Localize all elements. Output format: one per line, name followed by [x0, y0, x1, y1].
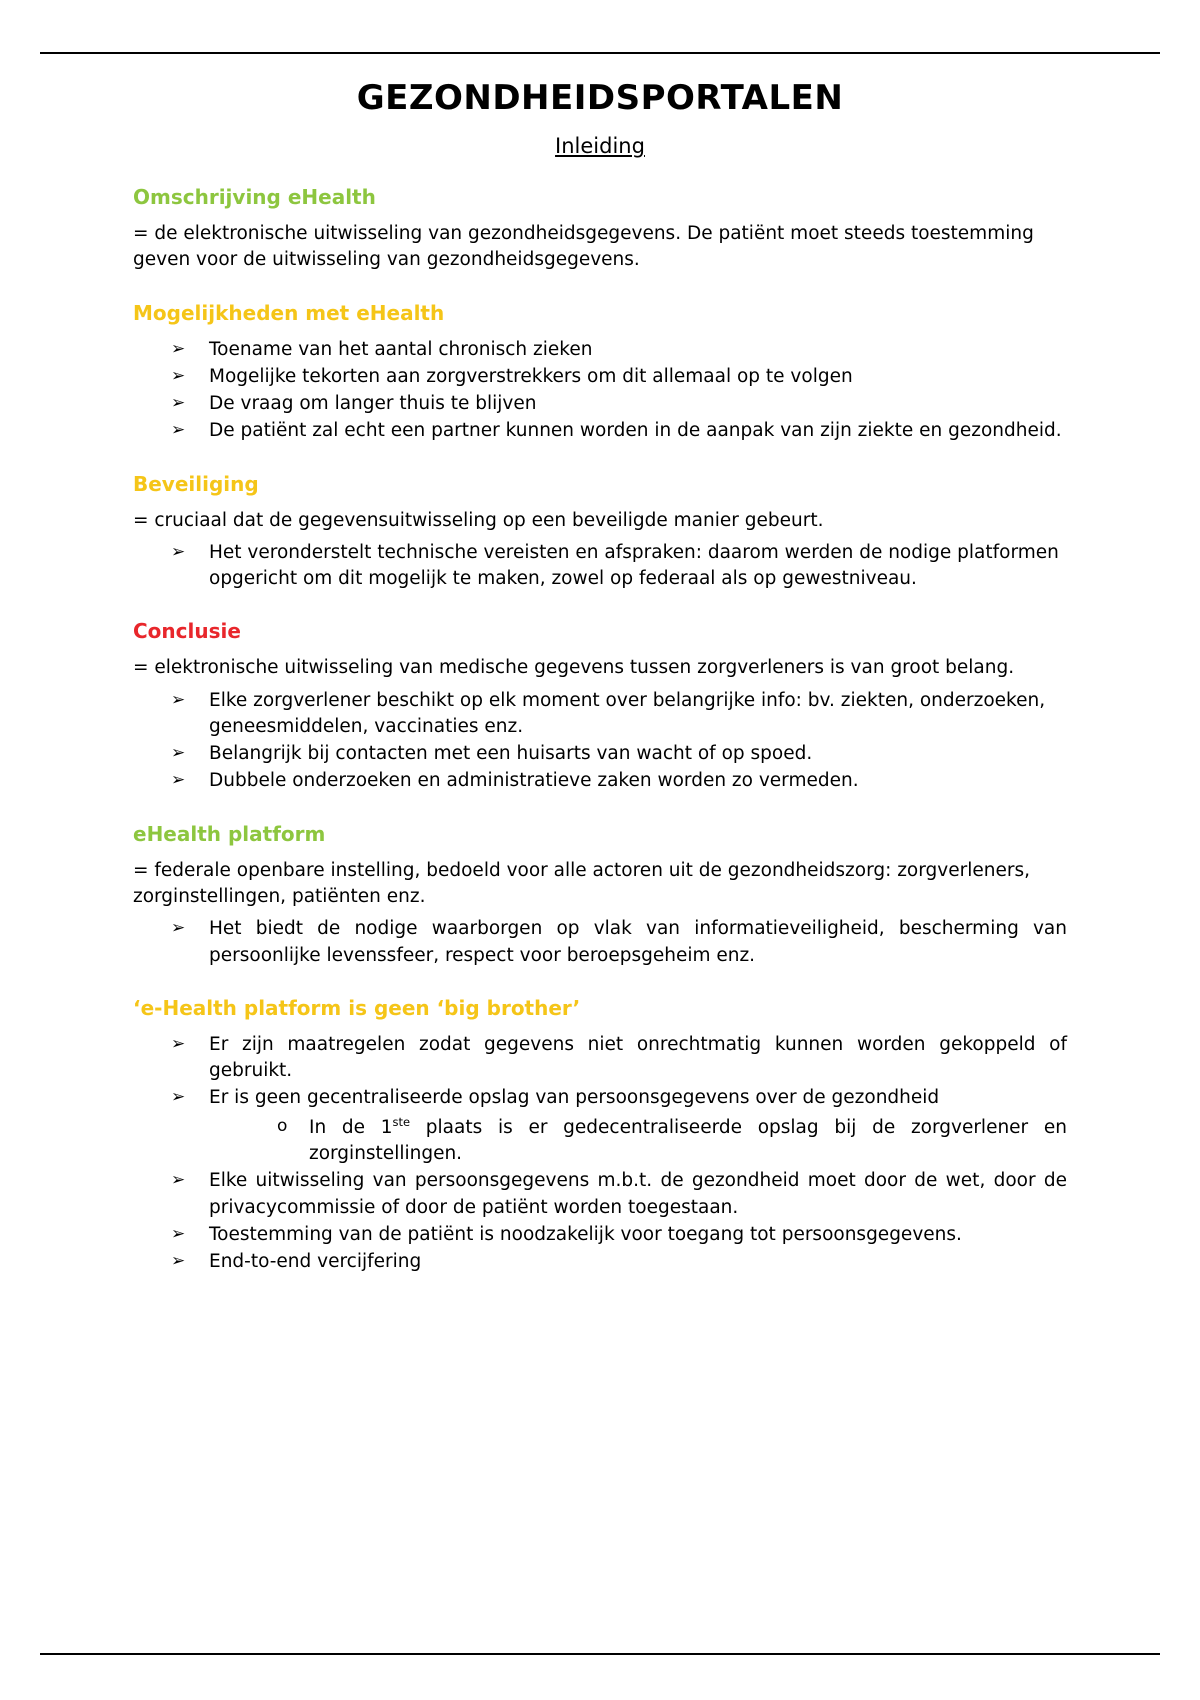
list-item: ➢ De vraag om langer thuis te blijven: [171, 391, 1067, 417]
list-item-text: Er is geen gecentraliseerde opslag van persoonsgegevens over de gezondheid: [209, 1087, 940, 1109]
section-heading-omschrijving-ehealth: Omschrijving eHealth: [133, 185, 376, 209]
section-heading-mogelijkheden: Mogelijkheden met eHealth: [133, 300, 445, 325]
sub-list-item-superscript: ste: [392, 1114, 411, 1129]
section-paragraph-beveiliging: = cruciaal dat de gegevensuitwisseling op een beveiligde manier gebeurt.: [133, 509, 824, 531]
list-item: ➢ Toename van het aantal chronisch zieken: [171, 337, 1067, 363]
bullet-list-conclusie: [133, 688, 1067, 795]
list-item: ➢ Het veronderstelt technische vereisten en afspraken: daarom werden de nodige platformen opgericht om dit mogelijk te maken, zowel op federaal als op gewestniveau.: [171, 540, 1067, 593]
header-rule: [40, 52, 1160, 54]
list-item: ➢ Het biedt de nodige waarborgen op vlak van informatieveiligheid, bescherming van persoonlijke levenssfeer, respect voor beroepsgeheim enz.: [171, 916, 1067, 969]
list-item: ➢ Dubbele onderzoeken en administratieve zaken worden zo vermeden.: [171, 768, 1067, 794]
sub-list-item: [277, 1114, 1067, 1168]
list-item: [171, 1085, 1067, 1167]
list-item: ➢ Toestemming van de patiënt is noodzakelijk voor toegang tot persoonsgegevens.: [171, 1222, 1067, 1248]
list-item: ➢ Er zijn maatregelen zodat gegevens niet onrechtmatig kunnen worden gekoppeld of gebruikt.: [171, 1032, 1067, 1085]
list-item: ➢ De patiënt zal echt een partner kunnen worden in de aanpak van zijn ziekte en gezondheid.: [171, 418, 1067, 444]
bullet-list-beveiliging: [133, 540, 1067, 593]
page-subtitle: Inleiding: [555, 134, 645, 158]
section-paragraph-ehealth-platform: = federale openbare instelling, bedoeld voor alle actoren uit de gezondheidszorg: zorgverleners, zorginstellingen, patiënten enz.: [133, 859, 1030, 907]
bullet-list-mogelijkheden: [133, 337, 1067, 445]
section-heading-conclusie: Conclusie: [133, 619, 241, 644]
bullet-list-big-brother: [133, 1032, 1067, 1276]
section-heading-ehealth-platform: eHealth platform: [133, 821, 326, 846]
sub-bullet-list: [209, 1114, 1067, 1168]
sub-list-item-rest: plaats is er gedecentraliseerde opslag bij de zorgverlener en zorginstellingen.: [309, 1116, 1067, 1164]
section-paragraph-conclusie: = elektronische uitwisseling van medische gegevens tussen zorgverleners is van groot belang.: [133, 657, 1015, 679]
sub-list-item-prefix: In de 1: [309, 1116, 393, 1138]
bullet-list-ehealth-platform: [133, 916, 1067, 969]
list-item: ➢ End-to-end vercijfering: [171, 1249, 1067, 1275]
section-heading-big-brother: ‘e-Health platform is geen ‘big brother’: [133, 995, 581, 1020]
page-title: GEZONDHEIDSPORTALEN: [356, 78, 844, 118]
list-item: ➢ Elke zorgverlener beschikt op elk moment over belangrijke info: bv. ziekten, onderzoeken, geneesmiddelen, vaccinaties enz.: [171, 688, 1067, 741]
footer-rule: [40, 1653, 1160, 1655]
list-item: ➢ Mogelijke tekorten aan zorgverstrekkers om dit allemaal op te volgen: [171, 364, 1067, 390]
list-item: ➢ Elke uitwisseling van persoonsgegevens m.b.t. de gezondheid moet door de wet, door de privacycommissie of door de patiënt worden toegestaan.: [171, 1168, 1067, 1221]
list-item: ➢ Belangrijk bij contacten met een huisarts van wacht of op spoed.: [171, 741, 1067, 767]
section-paragraph-omschrijving-ehealth: = de elektronische uitwisseling van gezondheidsgegevens. De patiënt moet steeds toestemming geven voor de uitwisseling van gezondheidsgegevens.: [133, 223, 1034, 271]
section-heading-beveiliging: Beveiliging: [133, 471, 259, 496]
